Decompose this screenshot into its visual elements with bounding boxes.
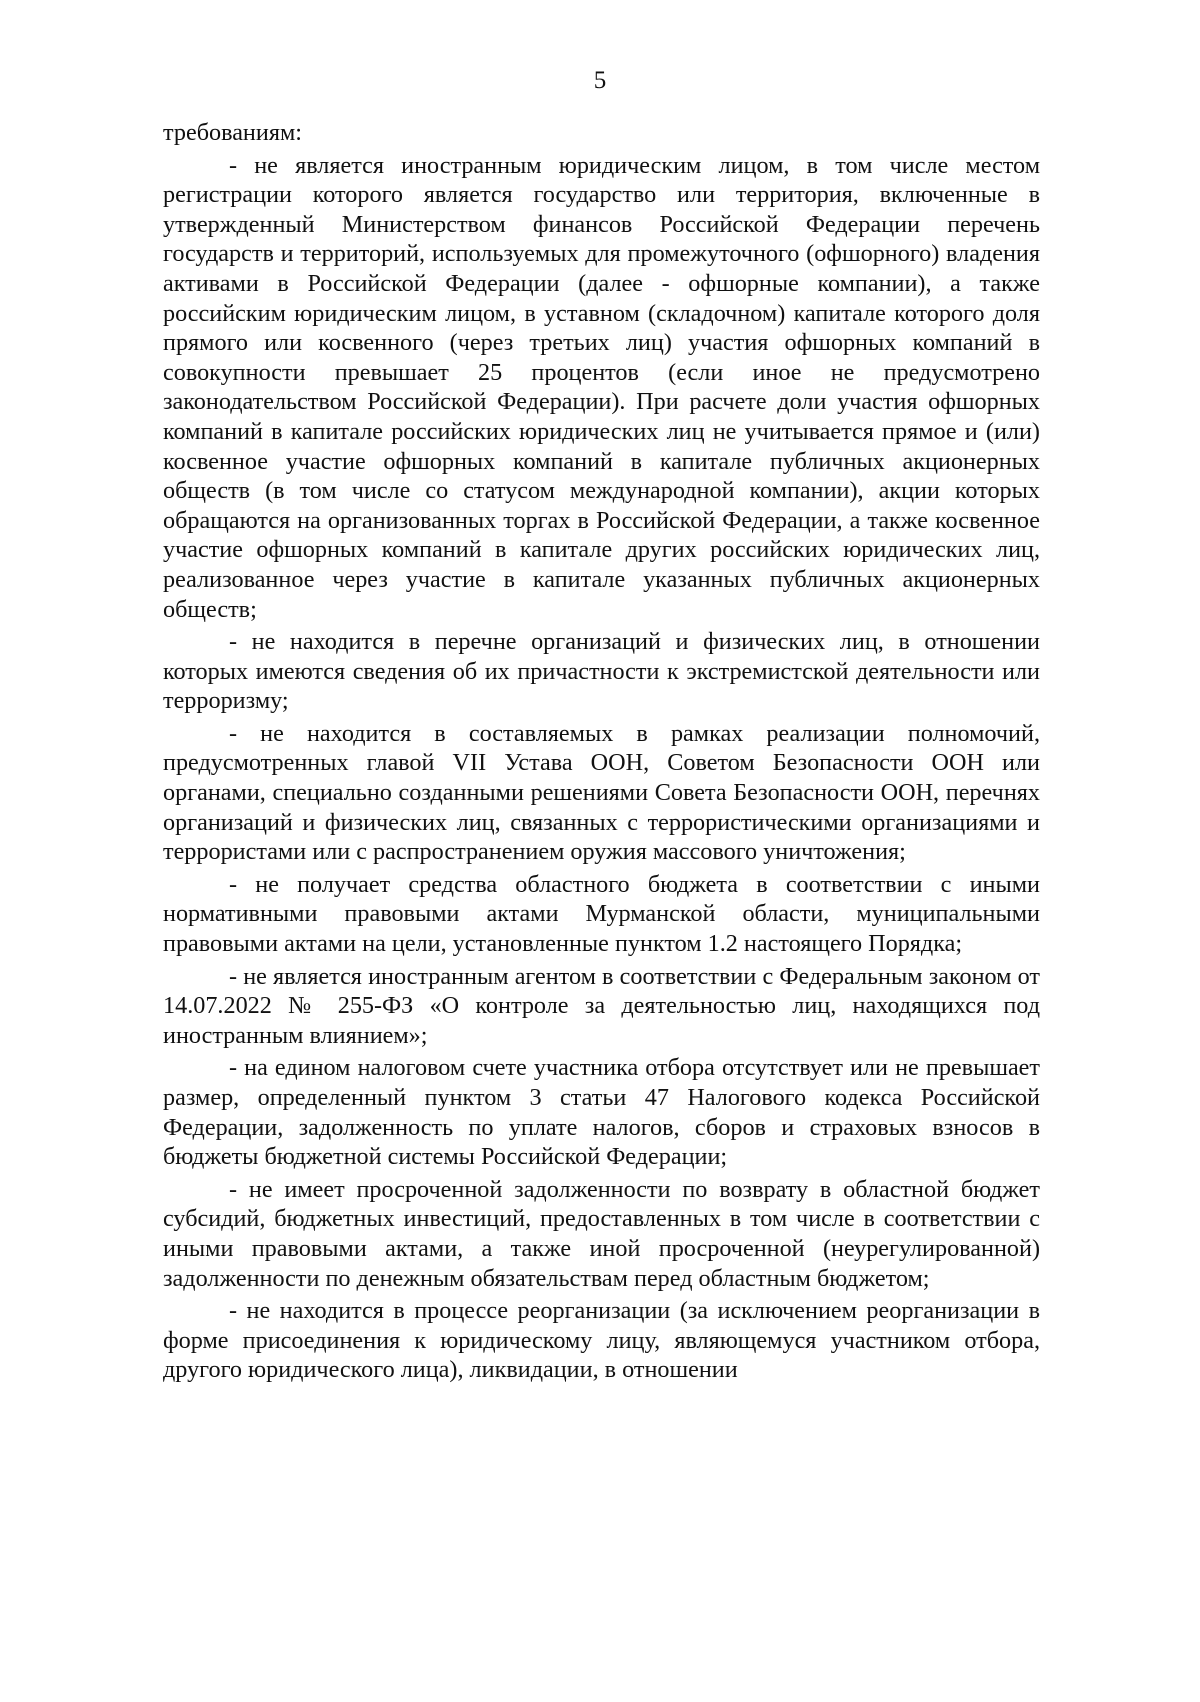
paragraph-continuation: требованиям:	[163, 119, 302, 146]
requirement-no-tax-debt: - на едином налоговом счете участника отбора отсутствует или не превышает размер, определенный пунктом 3 статьи 47 Налогового кодекса Российской Федерации, задолженность по уплате налогов, сборов и страховых взносов в бюджеты бюджетной системы Российской Федерации;	[163, 1054, 1040, 1171]
page-number: 5	[593, 67, 607, 94]
requirement-not-un-sanctions-list: - не находится в составляемых в рамках реализации полномочий, предусмотренных главой VII Устава ООН, Советом Безопасности ООН или органами, специально созданными решениями Совета Безопасности ООН, перечнях организаций и физических лиц, связанных с террористическими организациями и террористами или с распространением оружия массового уничтожения;	[163, 719, 1040, 866]
requirement-not-foreign-entity: - не является иностранным юридическим лицом, в том числе местом регистрации которого является государство или территория, включенные в утвержденный Министерством финансов Российской Федерации перечень государств и территорий, используемых для промежуточного (офшорного) владения активами в Российской Федерации (далее - офшорные компании), а также российским юридическим лицом, в уставном (складочном) капитале которого доля прямого или косвенного (через третьих лиц) участия офшорных компаний в совокупности превышает 25 процентов (если иное не предусмотрено законодательством Российской Федерации). При расчете доли участия офшорных компаний в капитале российских юридических лиц не учитывается прямое и (или) косвенное участие офшорных компаний в капитале публичных акционерных обществ (в том числе со статусом международной компании), акции которых обращаются на организованных торгах в Российской Федерации, а также косвенное участие офшорных компаний в капитале других российских юридических лиц, реализованное через участие в капитале указанных публичных акционерных обществ;	[163, 151, 1040, 623]
requirement-not-foreign-agent: - не является иностранным агентом в соответствии с Федеральным законом от 14.07.2022 № 255-ФЗ «О контроле за деятельностью лиц, находящихся под иностранным влиянием»;	[163, 962, 1040, 1049]
requirement-no-overdue-debt: - не имеет просроченной задолженности по возврату в областной бюджет субсидий, бюджетных инвестиций, предоставленных в том числе в соответствии с иными правовыми актами, а также иной просроченной (неурегулированной) задолженности по денежным обязательствам перед областным бюджетом;	[163, 1175, 1040, 1292]
document-body	[163, 118, 1040, 1388]
requirement-not-extremist-list: - не находится в перечне организаций и физических лиц, в отношении которых имеются сведения об их причастности к экстремистской деятельности или терроризму;	[163, 628, 1040, 715]
requirement-no-other-budget-funds: - не получает средства областного бюджета в соответствии с иными нормативными правовыми актами Мурманской области, муниципальными правовыми актами на цели, установленные пунктом 1.2 настоящего Порядка;	[163, 870, 1040, 958]
requirement-not-reorganizing: - не находится в процессе реорганизации (за исключением реорганизации в форме присоединения к юридическому лицу, являющемуся участником отбора, другого юридического лица), ликвидации, в отношении	[163, 1297, 1040, 1384]
